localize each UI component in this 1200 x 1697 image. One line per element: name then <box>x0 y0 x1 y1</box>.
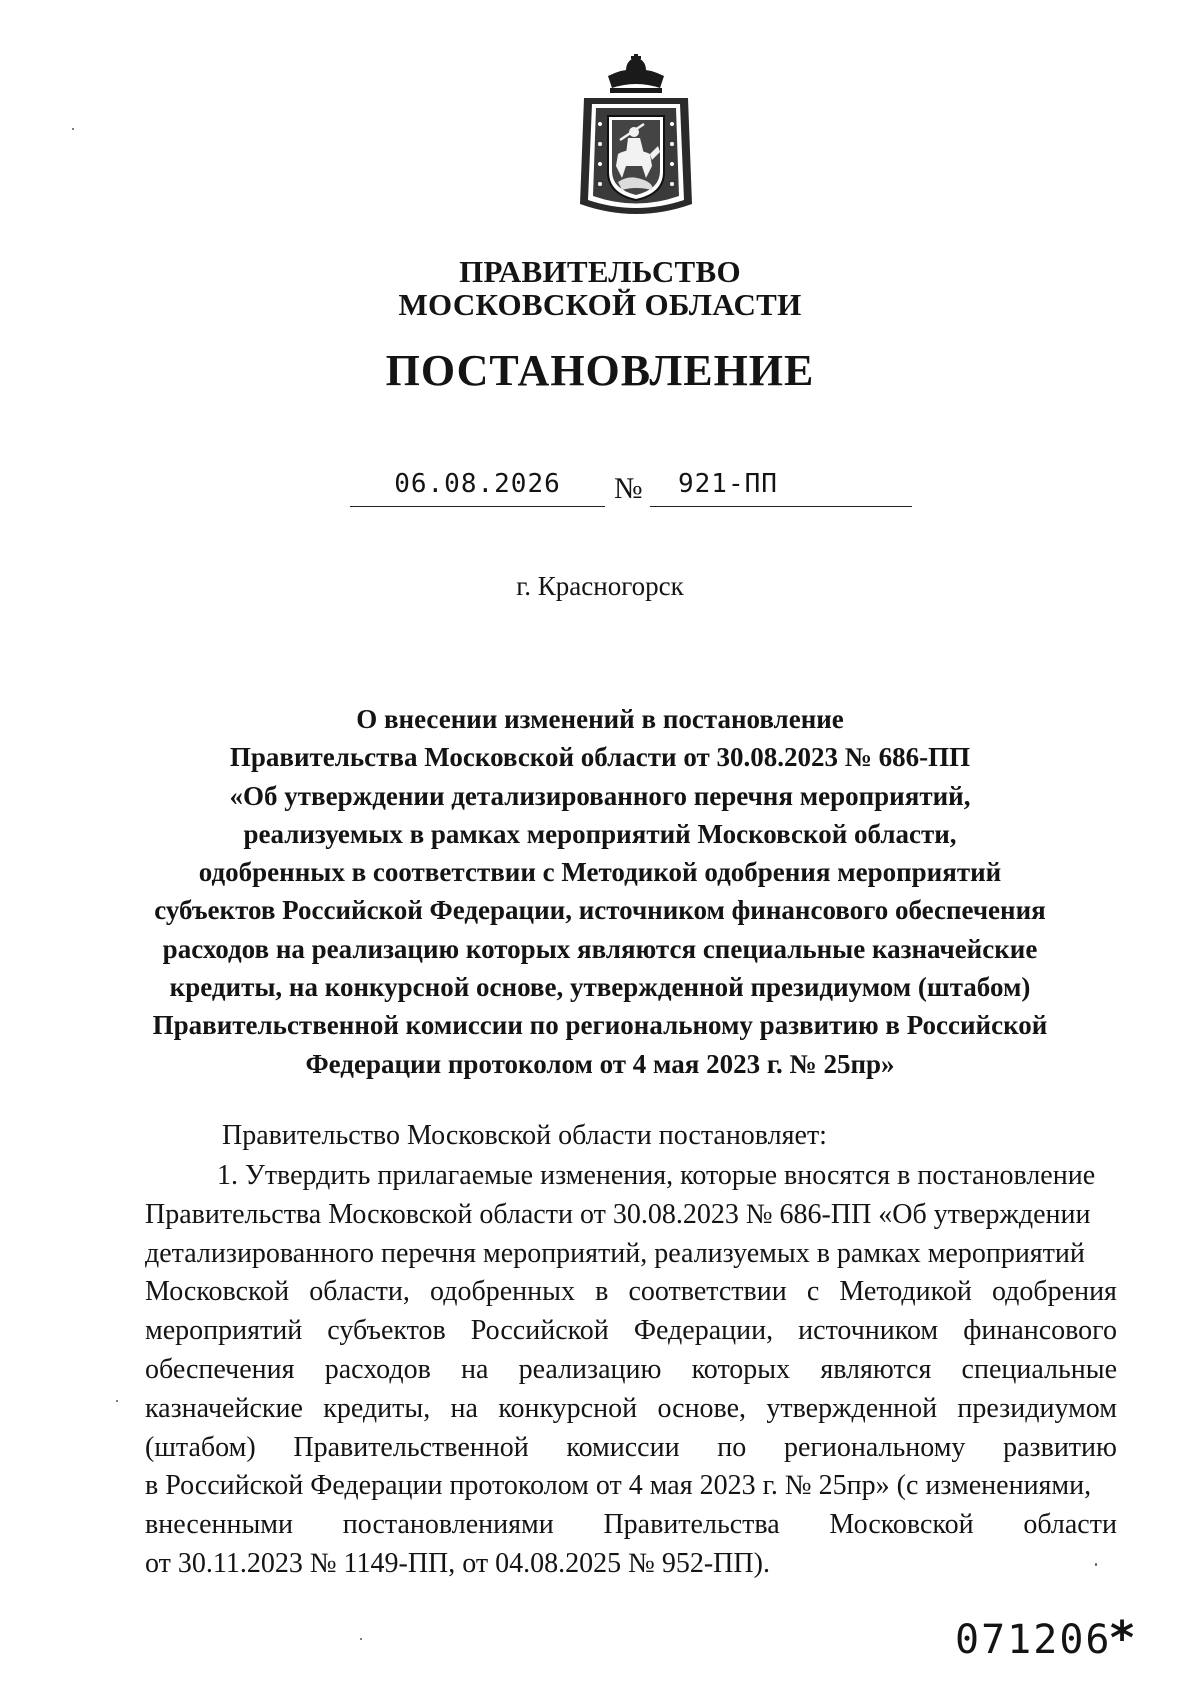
paragraph-word: от 30.11.2023 № 1149-ПП, от 04.08.2025 № 952-ПП). <box>145 1547 770 1579</box>
scan-speck <box>1095 1563 1097 1566</box>
paragraph-word: на <box>461 1353 489 1385</box>
paragraph-word: по <box>717 1431 747 1463</box>
paragraph-word: обеспечения <box>145 1353 295 1385</box>
paragraph-line <box>145 1467 1117 1506</box>
title-line: одобренных в соответствии с Методикой одобрения мероприятий <box>198 857 1002 888</box>
paragraph-line <box>145 1312 1117 1351</box>
paragraph-word: президиумом <box>957 1392 1117 1424</box>
number-sign: № <box>614 472 643 505</box>
paragraph-line <box>145 1196 1117 1235</box>
registration-number: 921-ПП <box>650 462 912 507</box>
registration-row <box>0 462 1200 512</box>
paragraph-line <box>145 1429 1117 1468</box>
paragraph-word: конкурсной <box>498 1392 638 1424</box>
paragraph-line <box>145 1545 1117 1584</box>
paragraph-word: финансового <box>963 1315 1117 1347</box>
paragraph-word: Правительства <box>603 1509 780 1541</box>
paragraph-word: являются <box>820 1353 932 1385</box>
paragraph-word: Федерации, <box>633 1315 774 1347</box>
title-line: «Об утверждении детализированного перечня мероприятий, <box>229 780 971 811</box>
title-line: Федерации протоколом от 4 мая 2023 г. № 25пр» <box>305 1048 895 1079</box>
coat-of-arms-icon <box>574 54 698 222</box>
paragraph-word: которых <box>691 1353 791 1385</box>
paragraph-word: Правительственной <box>293 1431 529 1463</box>
paragraph-1 <box>145 1157 1117 1584</box>
registration-date: 06.08.2026 <box>350 462 605 507</box>
paragraph-word: развитию <box>1003 1431 1117 1463</box>
serial-number: 071206 <box>955 1617 1112 1663</box>
scan-speck <box>116 1400 118 1402</box>
paragraph-word: источником <box>798 1315 939 1347</box>
paragraph-word: Московской <box>829 1509 974 1541</box>
title-line: реализуемых в рамках мероприятий Московской области, <box>243 818 957 849</box>
org-name-line2: МОСКОВСКОЙ ОБЛАСТИ <box>398 287 802 322</box>
scan-speck <box>72 128 74 130</box>
paragraph-word: комиссии <box>566 1431 680 1463</box>
title-line: кредиты, на конкурсной основе, утвержденной президиумом (штабом) <box>169 972 1031 1003</box>
paragraph-word: внесенными <box>145 1509 294 1541</box>
paragraph-line <box>145 1506 1117 1545</box>
paragraph-word: области, <box>309 1276 410 1308</box>
org-name-line1: ПРАВИТЕЛЬСТВО <box>459 254 741 289</box>
paragraph-word: мероприятий <box>145 1315 303 1347</box>
paragraph-word: основе, <box>657 1392 747 1424</box>
paragraph-word: специальные <box>961 1353 1117 1385</box>
document-type: ПОСТАНОВЛЕНИЕ <box>385 346 815 395</box>
paragraph-word: в Российской Федерации протоколом от 4 мая 2023 г. № 25пр» (с изменениями, <box>145 1470 1092 1502</box>
scan-speck <box>360 1638 362 1640</box>
paragraph-word: на <box>450 1392 478 1424</box>
paragraph-word: 1. Утвердить прилагаемые изменения, которые вносятся в постановление <box>217 1160 1096 1191</box>
title-line: Правительства Московской области от 30.08.2023 № 686-ПП <box>229 742 971 773</box>
paragraph-word: субъектов <box>327 1315 446 1347</box>
paragraph-word: одобрения <box>991 1276 1117 1308</box>
document-title <box>0 700 1200 1083</box>
paragraph-line <box>145 1235 1117 1274</box>
title-line: расходов на реализацию которых являются специальные казначейские <box>162 933 1038 964</box>
title-line: субъектов Российской Федерации, источником финансового обеспечения <box>154 895 1046 926</box>
paragraph-word: в <box>595 1276 609 1308</box>
paragraph-word: детализированного перечня мероприятий, реализуемых в рамках мероприятий <box>145 1237 1085 1269</box>
paragraph-word: расходов <box>324 1353 431 1385</box>
paragraph-word: (штабом) <box>145 1431 256 1463</box>
paragraph-line <box>145 1273 1117 1312</box>
intro-text: Правительство Московской области постановляет: <box>222 1120 827 1151</box>
city: г. Красногорск <box>516 571 684 601</box>
paragraph-word: кредиты, <box>323 1392 431 1424</box>
paragraph-line <box>145 1390 1117 1429</box>
paragraph-word: Московской <box>145 1276 290 1308</box>
stamp-mark: * <box>1110 1611 1135 1665</box>
paragraph-word: Правительства Московской области от 30.08.2023 № 686-ПП «Об утверждении <box>145 1198 1091 1230</box>
title-line: Правительственной комиссии по региональному развитию в Российской <box>152 1010 1048 1041</box>
paragraph-word: реализацию <box>518 1353 662 1385</box>
paragraph-word: Российской <box>470 1315 609 1347</box>
paragraph-line <box>145 1157 1117 1196</box>
paragraph-word: утвержденной <box>766 1392 938 1424</box>
paragraph-word: Методикой <box>839 1276 972 1308</box>
paragraph-word: с <box>806 1276 820 1308</box>
paragraph-word: постановлениями <box>342 1509 554 1541</box>
paragraph-word: соответствии <box>628 1276 787 1308</box>
paragraph-line <box>145 1351 1117 1390</box>
paragraph-word: области <box>1023 1509 1117 1541</box>
paragraph-word: региональному <box>783 1431 966 1463</box>
paragraph-word: казначейские <box>145 1392 303 1424</box>
paragraph-word: одобренных <box>430 1276 575 1308</box>
title-line: О внесении изменений в постановление <box>356 704 844 734</box>
